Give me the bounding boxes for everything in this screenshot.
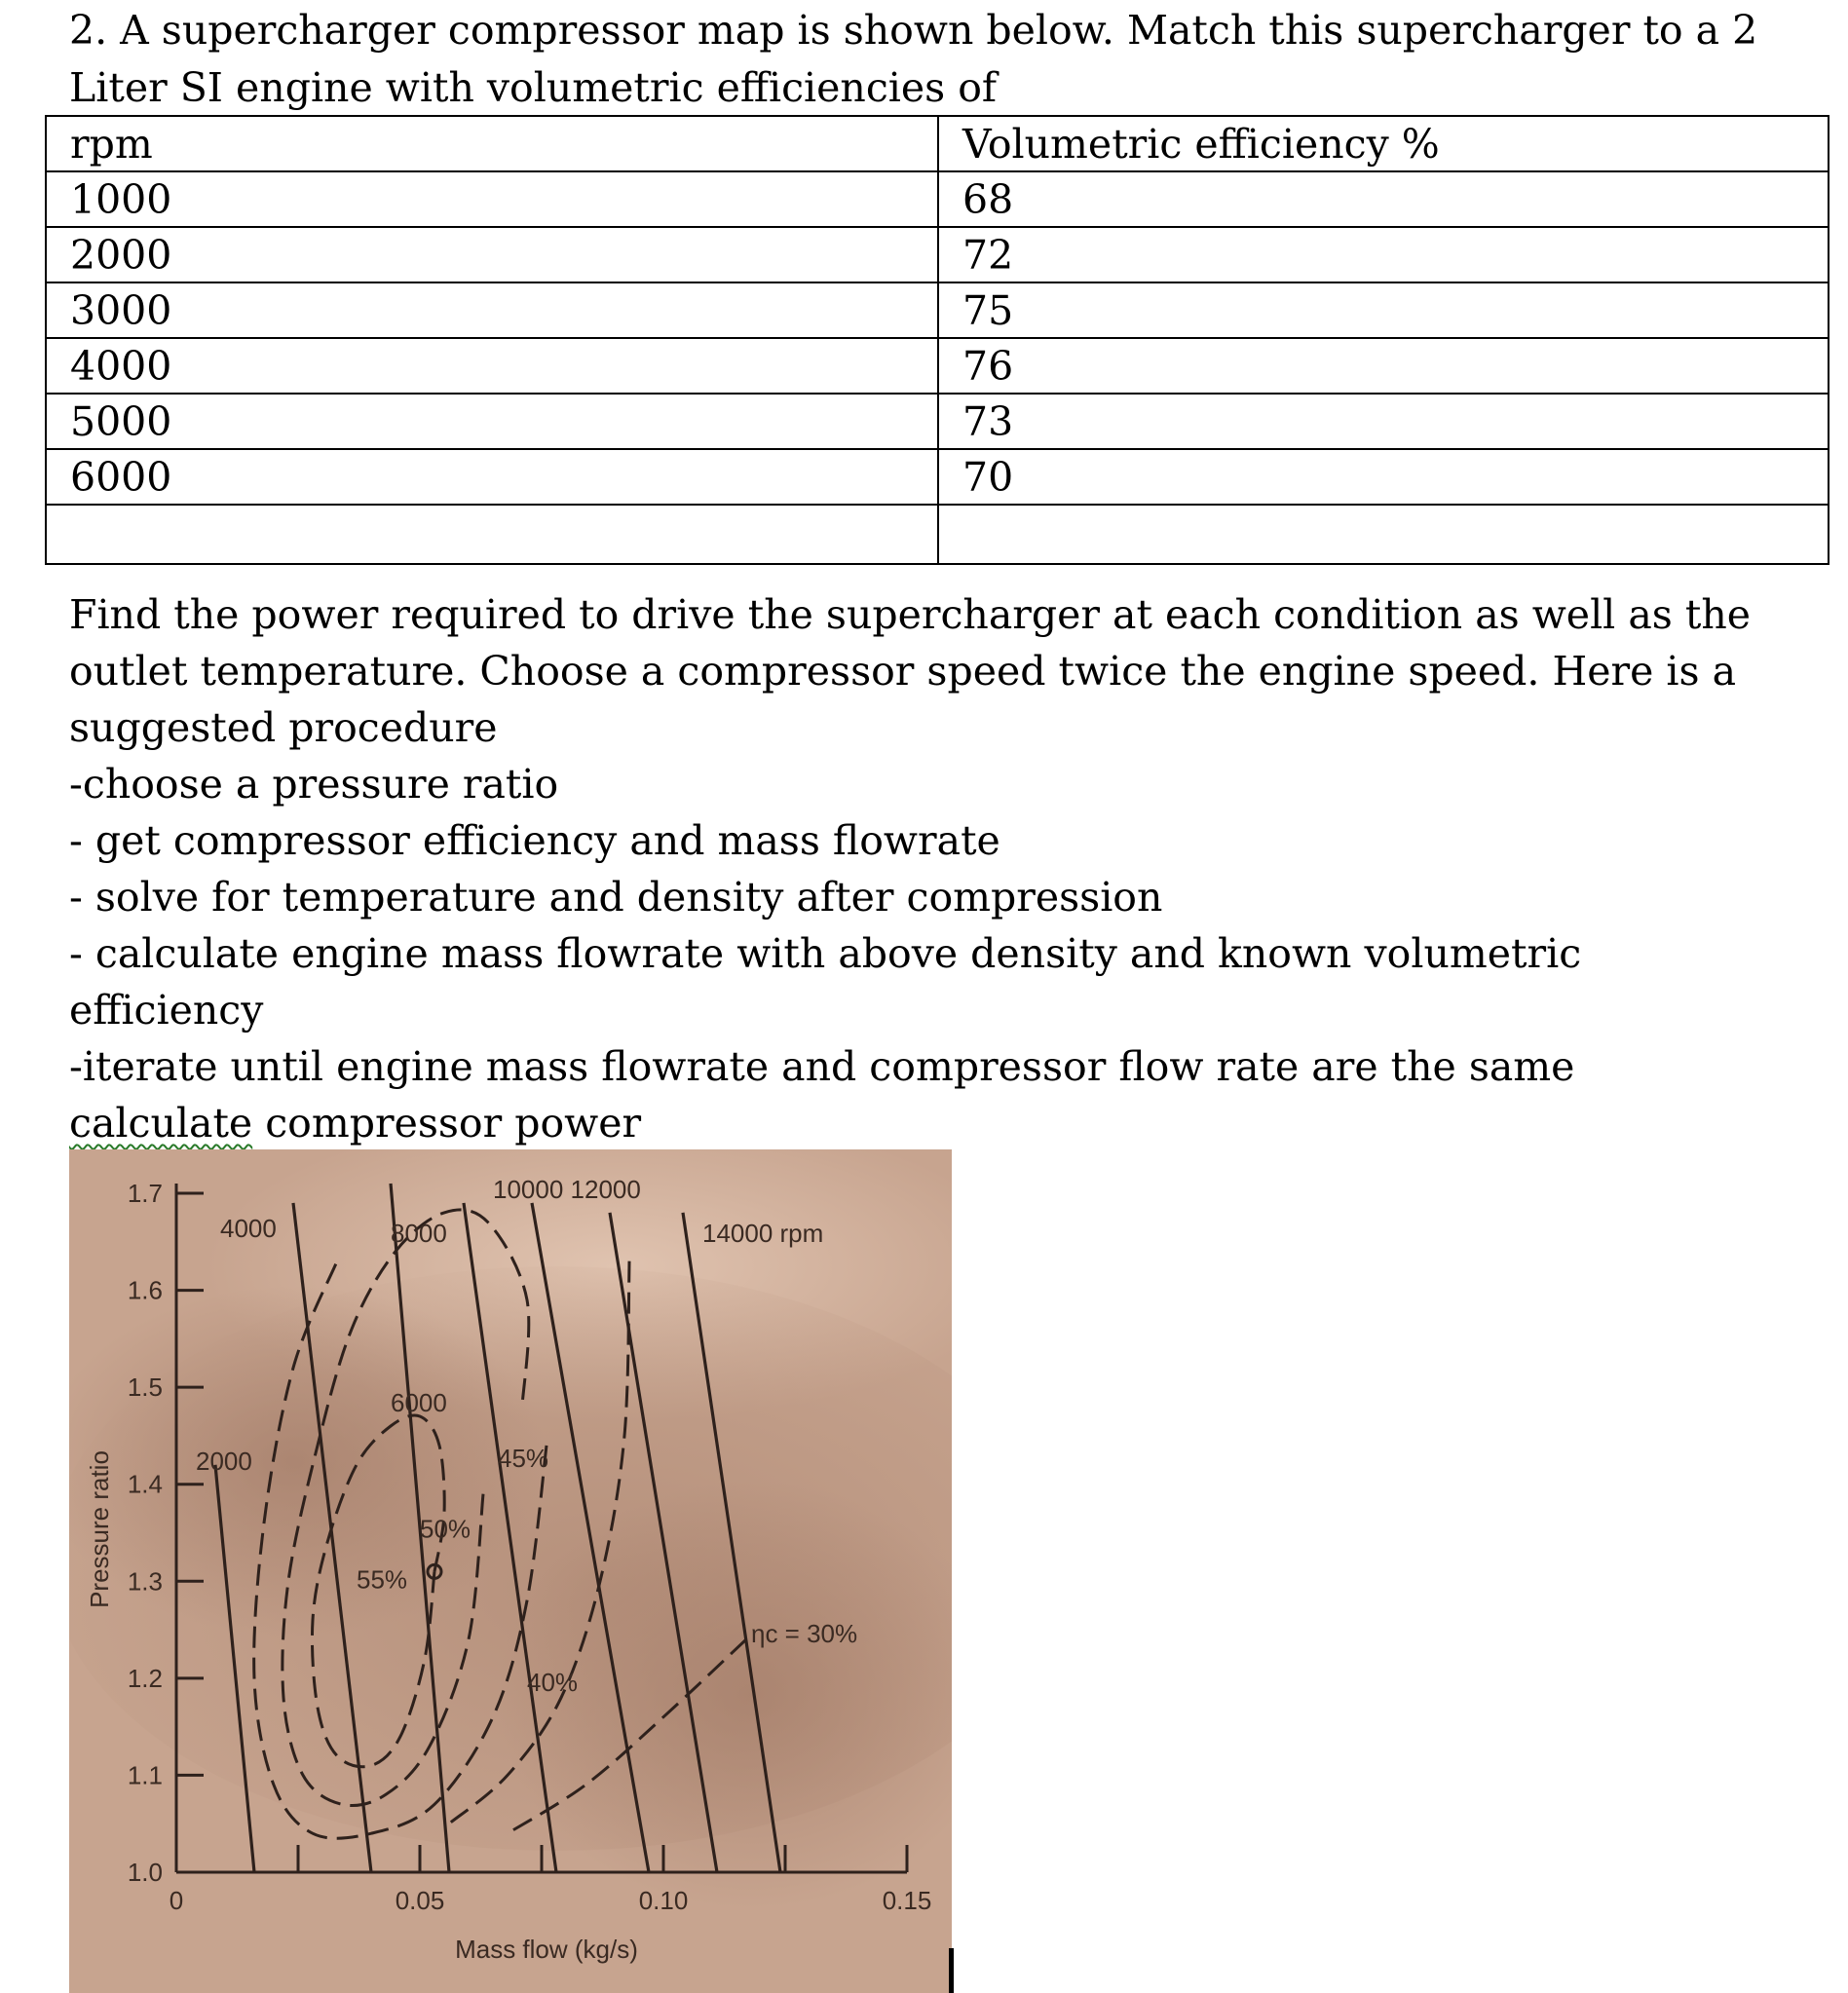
table-row xyxy=(46,394,1829,449)
speed-label-2000: 2000 xyxy=(196,1446,252,1476)
question-line-2: Liter SI engine with volumetric efficiencies of xyxy=(69,64,998,111)
header-rpm: rpm xyxy=(46,116,938,171)
rpm-cell: 5000 xyxy=(46,394,938,449)
procedure-step-3: - solve for temperature and density after compression xyxy=(69,874,1163,921)
x-tick-label: 0.05 xyxy=(395,1886,445,1915)
y-tick-label: 1.0 xyxy=(127,1858,163,1887)
question-line-1: 2. A supercharger compressor map is shown below. Match this supercharger to a 2 xyxy=(69,7,1758,54)
table-row xyxy=(46,171,1829,227)
rpm-cell: 4000 xyxy=(46,338,938,394)
y-tick-label: 1.5 xyxy=(127,1373,163,1403)
y-tick-label: 1.3 xyxy=(127,1566,163,1597)
speed-label-4000: 4000 xyxy=(220,1213,277,1243)
y-tick-label: 1.6 xyxy=(127,1275,163,1305)
ve-cell xyxy=(938,505,1829,564)
ve-cell: 70 xyxy=(938,449,1829,505)
procedure-step-1: -choose a pressure ratio xyxy=(69,761,559,808)
y-tick-label: 1.2 xyxy=(127,1663,163,1693)
rpm-cell xyxy=(46,505,938,564)
speed-label-8000: 8000 xyxy=(391,1218,447,1248)
x-tick-label: 0.15 xyxy=(882,1886,932,1915)
y-tick-label: 1.4 xyxy=(127,1469,163,1499)
page-edge-mark xyxy=(949,1948,954,1993)
procedure-step-4: - calculate engine mass flowrate with above density and known volumetric xyxy=(69,930,1582,977)
ve-cell: 68 xyxy=(938,171,1829,227)
table-row xyxy=(46,282,1829,338)
volumetric-efficiency-table xyxy=(45,115,1829,565)
rpm-cell: 3000 xyxy=(46,282,938,338)
efficiency-label-40: 40% xyxy=(527,1667,579,1697)
instruction-line-1: Find the power required to drive the supercharger at each condition as well as the xyxy=(69,591,1751,638)
x-axis-label: Mass flow (kg/s) xyxy=(455,1935,638,1964)
spell-check-word: calculate xyxy=(69,1100,253,1147)
x-tick-label: 0 xyxy=(169,1886,184,1915)
efficiency-label-55: 55% xyxy=(357,1564,408,1595)
speed-label-10000-12000: 10000 12000 xyxy=(493,1174,641,1204)
y-tick-label: 1.1 xyxy=(127,1760,163,1790)
header-ve: Volumetric efficiency % xyxy=(938,116,1829,171)
ve-cell: 75 xyxy=(938,282,1829,338)
y-tick-label: 1.7 xyxy=(127,1179,163,1208)
table-row xyxy=(46,227,1829,282)
table-row xyxy=(46,338,1829,394)
ve-cell: 72 xyxy=(938,227,1829,282)
x-tick-label: 0.10 xyxy=(638,1886,689,1915)
ve-cell: 73 xyxy=(938,394,1829,449)
rpm-cell: 1000 xyxy=(46,171,938,227)
efficiency-label-30: ηc = 30% xyxy=(751,1619,858,1649)
table-row xyxy=(46,449,1829,505)
table-row-empty xyxy=(46,505,1829,564)
instruction-line-2: outlet temperature. Choose a compressor speed twice the engine speed. Here is a xyxy=(69,648,1737,695)
efficiency-label-45: 45% xyxy=(498,1443,549,1473)
compressor-map-chart xyxy=(69,1149,952,1993)
compressor-map-photo xyxy=(69,1149,952,1993)
procedure-step-4-continued: efficiency xyxy=(69,987,264,1034)
ve-cell: 76 xyxy=(938,338,1829,394)
instruction-line-3: suggested procedure xyxy=(69,704,498,751)
rpm-cell: 2000 xyxy=(46,227,938,282)
speed-label-14000-rpm: 14000 rpm xyxy=(702,1218,824,1248)
procedure-step-2: - get compressor efficiency and mass flowrate xyxy=(69,817,1000,864)
efficiency-label-50: 50% xyxy=(420,1514,471,1544)
procedure-step-5: -iterate until engine mass flowrate and compressor flow rate are the same xyxy=(69,1043,1575,1090)
rpm-cell: 6000 xyxy=(46,449,938,505)
procedure-step-6 xyxy=(69,1096,641,1150)
procedure-step-6-rest: compressor power xyxy=(252,1100,642,1147)
speed-label-6000: 6000 xyxy=(391,1388,447,1418)
table-header-row xyxy=(46,116,1829,171)
y-axis-label: Pressure ratio xyxy=(85,1450,114,1608)
